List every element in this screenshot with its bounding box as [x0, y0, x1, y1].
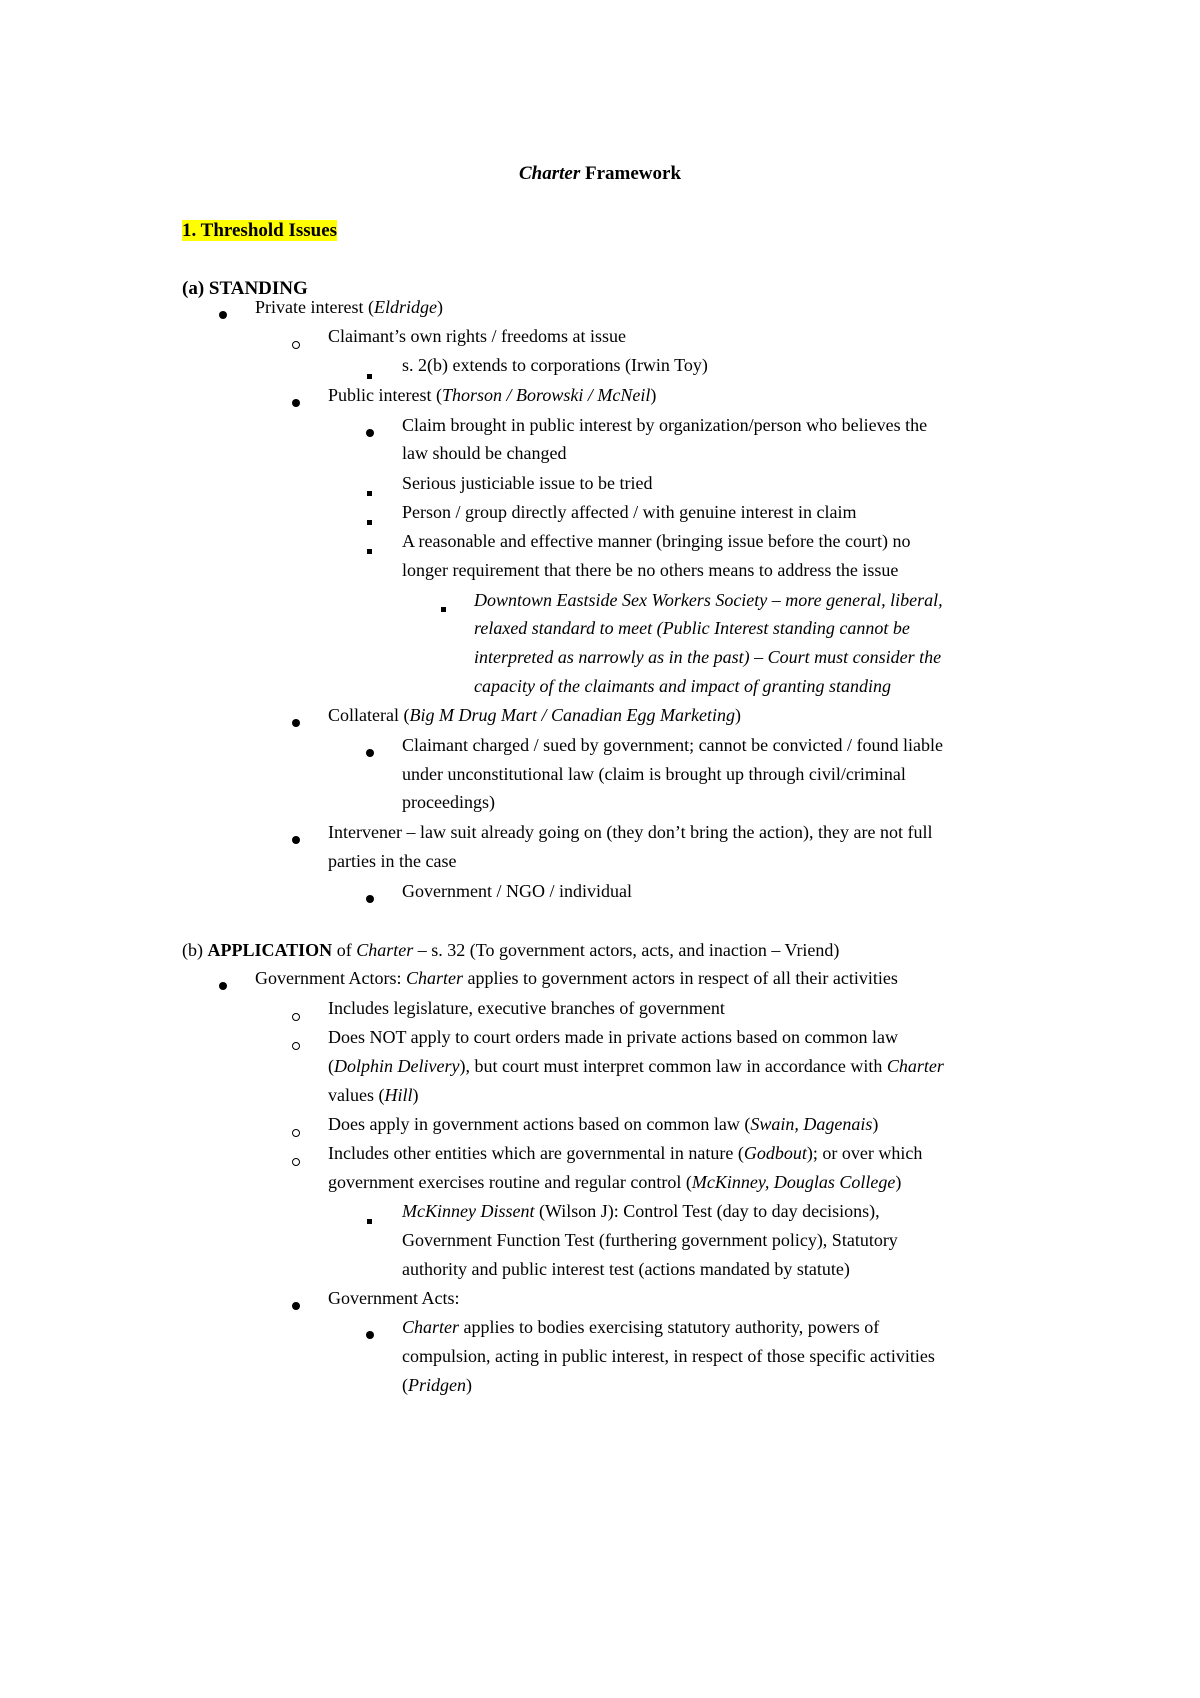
- list-item-mck-dissent-3: authority and public interest test (actions mandated by statute): [402, 1259, 850, 1279]
- list-item-charter-applies-3: (Pridgen): [402, 1375, 472, 1395]
- bullet-square: [367, 1208, 372, 1228]
- list-item-dtes-2: relaxed standard to meet (Public Interest standing cannot be: [474, 618, 910, 638]
- list-item-includes-other-2: government exercises routine and regular control (McKinney, Douglas College): [328, 1172, 902, 1192]
- list-item-dtes-4: capacity of the claimants and impact of granting standing: [474, 676, 891, 696]
- subheading-application: (b) APPLICATION of Charter – s. 32 (To government actors, acts, and inaction – Vriend): [182, 940, 840, 960]
- bullet-dot: [292, 711, 300, 731]
- bullet-dot: [292, 828, 300, 848]
- list-item-claimant-own: Claimant’s own rights / freedoms at issue: [328, 326, 626, 346]
- document-title: [0, 163, 1200, 185]
- bullet-square: [367, 363, 372, 383]
- bullet-dot: [219, 303, 227, 323]
- subheading-standing: (a) STANDING: [182, 278, 308, 299]
- bullet-ring: [292, 1121, 300, 1141]
- list-item-reasonable-2: longer requirement that there be no others means to address the issue: [402, 560, 899, 580]
- bullet-ring: [292, 1005, 300, 1025]
- list-item-gov-actors: Government Actors: Charter applies to government actors in respect of all their activities: [255, 968, 898, 988]
- bullet-dot: [292, 1294, 300, 1314]
- list-item-does-not-2: (Dolphin Delivery), but court must interpret common law in accordance with Charter: [328, 1056, 944, 1076]
- list-item-does-apply: Does apply in government actions based on common law (Swain, Dagenais): [328, 1114, 879, 1134]
- bullet-dot: [366, 741, 374, 761]
- list-item-claimant-charged-2: under unconstitutional law (claim is brought up through civil/criminal: [402, 764, 906, 784]
- list-item-claim-brought-1: Claim brought in public interest by organization/person who believes the: [402, 415, 928, 435]
- list-item-dtes-1: Downtown Eastside Sex Workers Society – more general, liberal,: [474, 590, 943, 610]
- list-item-intervener-1: Intervener – law suit already going on (they don’t bring the action), they are not full: [328, 822, 933, 842]
- list-item-private-interest: Private interest (Eldridge): [255, 297, 443, 317]
- bullet-square: [367, 480, 372, 500]
- list-item-reasonable-1: A reasonable and effective manner (bringing issue before the court) no: [402, 531, 911, 551]
- title-charter: Charter: [518, 163, 581, 184]
- bullet-ring: [292, 1034, 300, 1054]
- list-item-public-interest: Public interest (Thorson / Borowski / McNeil): [328, 385, 657, 405]
- bullet-square: [367, 509, 372, 529]
- list-item-includes-leg: Includes legislature, executive branches of government: [328, 998, 725, 1018]
- list-item-gov-ngo: Government / NGO / individual: [402, 881, 632, 901]
- list-item-collateral: Collateral (Big M Drug Mart / Canadian Egg Marketing): [328, 705, 741, 725]
- bullet-ring: [292, 1150, 300, 1170]
- section-heading-threshold: 1. Threshold Issues: [182, 220, 338, 241]
- list-item-charter-applies-2: compulsion, acting in public interest, in respect of those specific activities: [402, 1346, 935, 1366]
- title-rest: Framework: [580, 163, 682, 184]
- list-item-does-not-3: values (Hill): [328, 1085, 419, 1105]
- list-item-person-group: Person / group directly affected / with genuine interest in claim: [402, 502, 857, 522]
- list-item-gov-acts: Government Acts:: [328, 1288, 460, 1308]
- bullet-ring: [292, 333, 300, 353]
- list-item-mck-dissent-2: Government Function Test (furthering government policy), Statutory: [402, 1230, 898, 1250]
- bullet-dot: [366, 1323, 374, 1343]
- list-item-claimant-charged-3: proceedings): [402, 792, 495, 812]
- list-item-includes-other-1: Includes other entities which are governmental in nature (Godbout); or over which: [328, 1143, 923, 1163]
- list-item-does-not-1: Does NOT apply to court orders made in private actions based on common law: [328, 1027, 899, 1047]
- bullet-square: [441, 596, 446, 616]
- list-item-dtes-3: interpreted as narrowly as in the past) – Court must consider the: [474, 647, 942, 667]
- list-item-mck-dissent-1: McKinney Dissent (Wilson J): Control Test (day to day decisions),: [402, 1201, 880, 1221]
- list-item-intervener-2: parties in the case: [328, 851, 457, 871]
- list-item-serious: Serious justiciable issue to be tried: [402, 473, 653, 493]
- bullet-dot: [366, 421, 374, 441]
- bullet-dot: [366, 887, 374, 907]
- list-item-claim-brought-2: law should be changed: [402, 443, 567, 463]
- list-item-charter-applies-1: Charter applies to bodies exercising statutory authority, powers of: [402, 1317, 880, 1337]
- bullet-dot: [219, 974, 227, 994]
- list-item-claimant-charged-1: Claimant charged / sued by government; cannot be convicted / found liable: [402, 735, 944, 755]
- list-item-s2b: s. 2(b) extends to corporations (Irwin Toy): [402, 355, 708, 375]
- bullet-dot: [292, 391, 300, 411]
- bullet-square: [367, 538, 372, 558]
